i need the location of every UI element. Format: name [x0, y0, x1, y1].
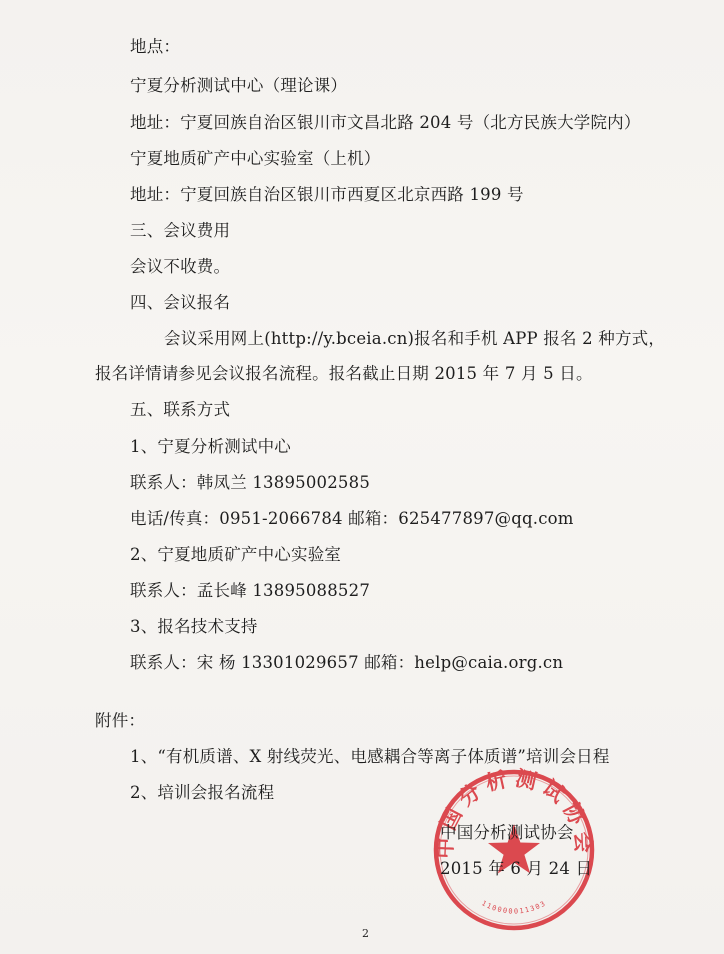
official-seal	[430, 766, 598, 934]
section-contact-heading: 五、联系方式	[130, 400, 231, 419]
contact-3-org: 3、报名技术支持	[130, 617, 258, 636]
contact-3-person-email: 联系人：宋 杨 13301029657 邮箱：help@caia.org.cn	[130, 653, 564, 672]
venue-theory: 宁夏分析测试中心（理论课）	[130, 76, 348, 95]
signature-date: 2015 年 6 月 24 日	[440, 859, 593, 878]
section-registration-heading: 四、会议报名	[130, 293, 231, 312]
venue-theory-address: 地址：宁夏回族自治区银川市文昌北路 204 号（北方民族大学院内）	[130, 113, 641, 132]
contact-1-org: 1、宁夏分析测试中心	[130, 437, 291, 456]
venue-lab-address: 地址：宁夏回族自治区银川市西夏区北京西路 199 号	[130, 185, 524, 204]
registration-text-2: 报名详情请参见会议报名流程。报名截止日期 2015 年 7 月 5 日。	[95, 364, 593, 383]
svg-text:110000011303	[480, 899, 548, 915]
attachments-heading: 附件：	[95, 711, 146, 730]
registration-text-1: 会议采用网上(http://y.bceia.cn)报名和手机 APP 报名 2 种方式，	[164, 329, 666, 348]
contact-2-person: 联系人：孟长峰 13895088527	[130, 581, 371, 600]
contact-1-person: 联系人：韩凤兰 13895002585	[130, 473, 371, 492]
signature-organization: 中国分析测试协会	[440, 823, 574, 842]
attachment-1: 1、“有机质谱、X 射线荧光、电感耦合等离子体质谱”培训会日程	[130, 747, 610, 766]
seal-text: 中国分析测试协会	[432, 766, 596, 860]
section-fee-text: 会议不收费。	[130, 257, 231, 276]
section-fee-heading: 三、会议费用	[130, 221, 231, 240]
venue-lab: 宁夏地质矿产中心实验室（上机）	[130, 149, 381, 168]
seal-serial: 110000011303	[480, 899, 548, 916]
attachment-2: 2、培训会报名流程	[130, 783, 275, 802]
contact-1-phone-email: 电话/传真：0951-2066784 邮箱：625477897@qq.com	[130, 509, 574, 528]
page-number: 2	[362, 927, 369, 940]
contact-2-org: 2、宁夏地质矿产中心实验室	[130, 545, 342, 564]
venue-heading: 地点：	[130, 37, 181, 56]
